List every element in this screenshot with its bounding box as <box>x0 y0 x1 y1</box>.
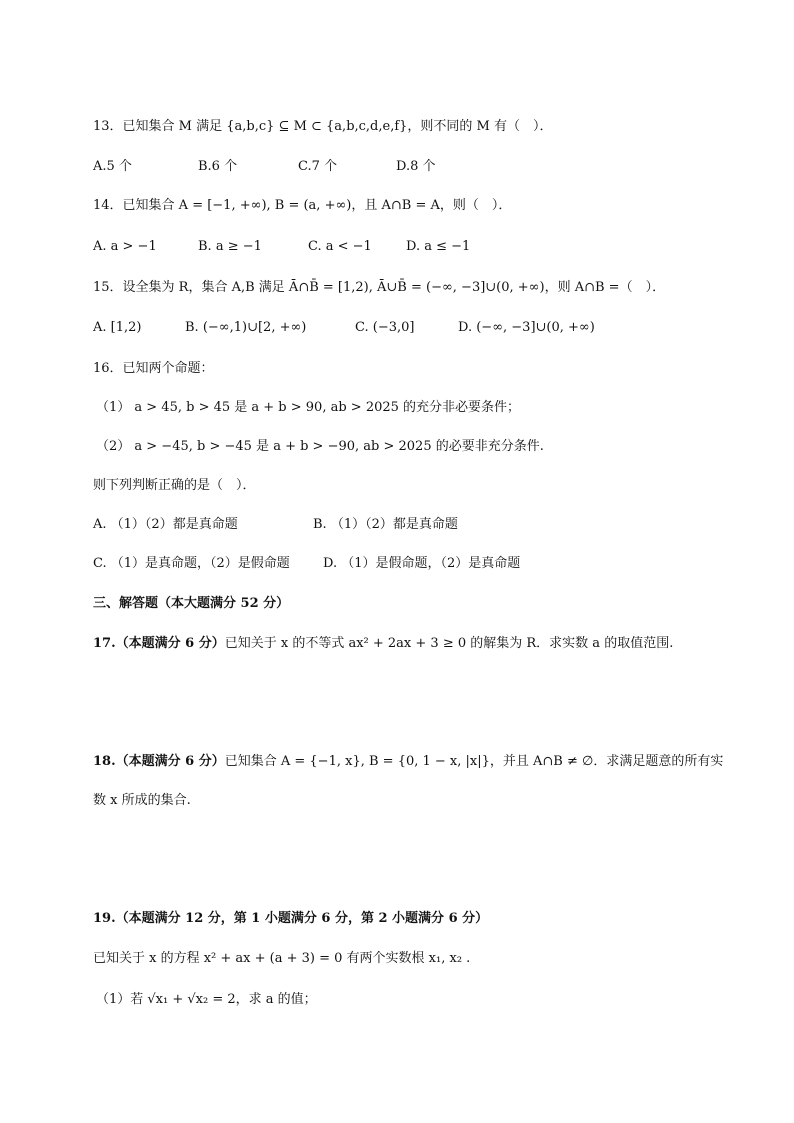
q17-text: 已知关于 x 的不等式 ax² + 2ax + 3 ≥ 0 的解集为 R．求实数 a 的取值范围. <box>224 636 674 651</box>
q16-option-b: B. （1）（2）都是真命题 <box>313 517 458 532</box>
q19-stem: 已知关于 x 的方程 x² + ax + (a + 3) = 0 有两个实数根 x₁, x₂ . <box>93 951 471 966</box>
q16-options-row1 <box>93 515 458 535</box>
q18-text-cont: 数 x 所成的集合. <box>93 793 191 808</box>
q15-option-d: D. (−∞, −3]∪(0, +∞) <box>458 320 595 335</box>
q16-options-row2 <box>93 554 520 574</box>
q13-option-d: D.8 个 <box>396 159 436 174</box>
q16-stem: 16．已知两个命题： <box>93 361 214 376</box>
q14-option-c: C. a < −1 <box>308 239 372 254</box>
q14-option-b: B. a ≥ −1 <box>198 239 262 254</box>
q15-option-a: A. [1,2) <box>93 320 142 335</box>
q14-option-d: D. a ≤ −1 <box>406 239 471 254</box>
q18 <box>93 752 723 772</box>
q16-option-d: D. （1）是假命题，（2）是真命题 <box>323 556 521 571</box>
q13-option-a: A.5 个 <box>93 159 132 174</box>
q16-option-a: A. （1）（2）都是真命题 <box>93 517 238 532</box>
q19-part1: （1）若 √x₁ + √x₂ = 2，求 a 的值； <box>96 992 317 1007</box>
q17-score: （本题满分 6 分） <box>115 636 225 651</box>
q13-option-b: B.6 个 <box>198 159 238 174</box>
q13-option-c: C.7 个 <box>298 159 338 174</box>
q19-header: 19.（本题满分 12 分，第 1 小题满分 6 分，第 2 小题满分 6 分） <box>93 911 489 926</box>
q15-option-b: B. (−∞,1)∪[2, +∞) <box>185 320 307 335</box>
q16-option-c: C. （1）是真命题，（2）是假命题 <box>93 556 290 571</box>
q14-stem: 14．已知集合 A = [−1, +∞), B = (a, +∞)，且 A∩B = A，则（ ）． <box>93 198 512 213</box>
q13-stem: 13．已知集合 M 满足 {a,b,c} ⊆ M ⊂ {a,b,c,d,e,f}，则不同的 M 有（ ）． <box>93 119 553 134</box>
q17-number: 17. <box>93 636 116 651</box>
q16-prop1: （1） a > 45, b > 45 是 a + b > 90, ab > 2025 的充分非必要条件； <box>96 400 521 415</box>
q15-stem: 15．设全集为 R，集合 A,B 满足 Ā∩B̄ = [1,2), Ā∪B̄ = (−∞, −3]∪(0, +∞)，则 A∩B =（ ）． <box>93 280 666 295</box>
q15-options <box>93 318 595 338</box>
q16-prop2: （2） a > −45, b > −45 是 a + b > −90, ab > 2025 的必要非充分条件. <box>96 439 544 454</box>
q18-text: 已知集合 A = {−1, x}, B = {0, 1 − x, |x|}，并且 A∩B ≠ ∅．求满足题意的所有实 <box>224 754 724 769</box>
q13-options <box>93 157 436 177</box>
q18-number: 18. <box>93 754 116 769</box>
q15-option-c: C. (−3,0] <box>355 320 415 335</box>
q14-options <box>93 237 470 257</box>
q16-question: 则下列判断正确的是（ ）． <box>93 478 256 493</box>
q14-option-a: A. a > −1 <box>93 239 157 254</box>
q17 <box>93 634 673 654</box>
section3-title: 三、解答题（本大题满分 52 分） <box>93 596 290 611</box>
q18-score: （本题满分 6 分） <box>115 754 225 769</box>
